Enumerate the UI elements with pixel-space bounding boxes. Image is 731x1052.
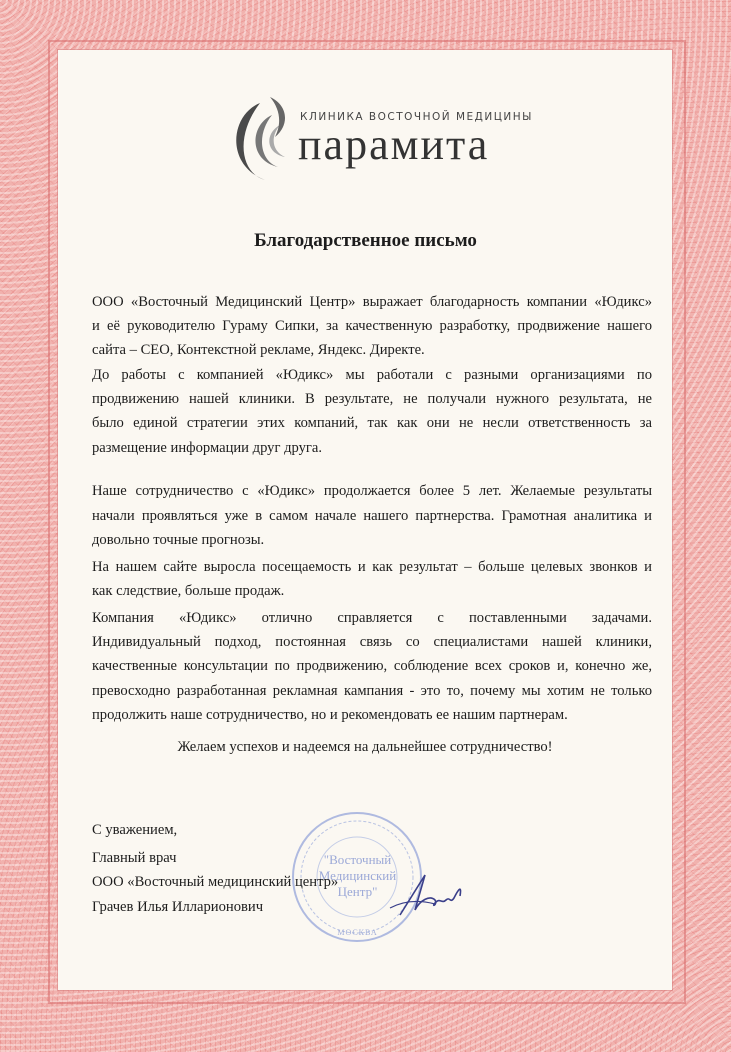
body-line: продолжить наше сотрудничество, но и рекомендовать ее нашим партнерам. [92, 707, 568, 723]
body-line: ООО «Восточный Медицинский Центр» выражает благодарность компании «Юдикс» [92, 294, 652, 310]
logo-name: парамита [298, 120, 490, 169]
signer-name: Грачев Илья Илларионович [92, 899, 264, 915]
body-line: На нашем сайте выросла посещаемость и как результат – больше целевых звонков и [92, 559, 652, 575]
closing-wish: Желаем успехов и надеемся на дальнейшее сотрудничество! [177, 739, 553, 755]
signature-icon [380, 870, 470, 920]
body-line: довольно точные прогнозы. [92, 532, 265, 548]
letter-title: Благодарственное письмо [254, 230, 477, 251]
body-line: продвижению нашей клиники. В результате, не получали нужного результата, не [92, 391, 652, 407]
body-line: было единой стратегии этих компаний, так как они не несли ответственность за [92, 415, 652, 431]
signer-position: Главный врач [92, 850, 177, 866]
stamp-text: "Восточный Медицинский Центр" [318, 852, 397, 899]
body-line: превосходно разработанная рекламная кампания - это то, почему мы хотим не только [92, 683, 652, 699]
logo-subtitle: КЛИНИКА ВОСТОЧНОЙ МЕДИЦИНЫ [300, 111, 533, 123]
handwritten-signature [380, 870, 470, 925]
signer-organization: ООО «Восточный медицинский центр» [92, 874, 339, 890]
body-line: До работы с компанией «Юдикс» мы работали с разными организациями по [92, 367, 652, 383]
body-line: размещение информации друг друга. [92, 440, 323, 456]
regards: С уважением, [92, 822, 178, 838]
stamp-city: МОСКВА [337, 928, 378, 937]
body-line: сайта – СЕО, Контекстной рекламе, Яндекс. Директе. [92, 342, 425, 358]
body-line: Компания «Юдикс» отлично справляется с поставленными задачами. [92, 610, 652, 626]
body-line: начали проявляться уже в самом начале нашего партнерства. Грамотная аналитика и [92, 508, 652, 524]
body-line: качественные консультации по продвижению, соблюдение всех сроков и, конечно же, [92, 658, 652, 674]
body-line: Индивидуальный подход, постоянная связь со специалистами нашей клиники, [92, 634, 652, 650]
clinic-logo [220, 95, 533, 195]
body-line: как следствие, больше продаж. [92, 583, 285, 599]
body-line: Наше сотрудничество с «Юдикс» продолжается более 5 лет. Желаемые результаты [92, 483, 652, 499]
body-line: и её руководителю Гураму Сипки, за качественную разработку, продвижение нашего [92, 318, 652, 334]
swirl-logo-icon [220, 95, 300, 195]
